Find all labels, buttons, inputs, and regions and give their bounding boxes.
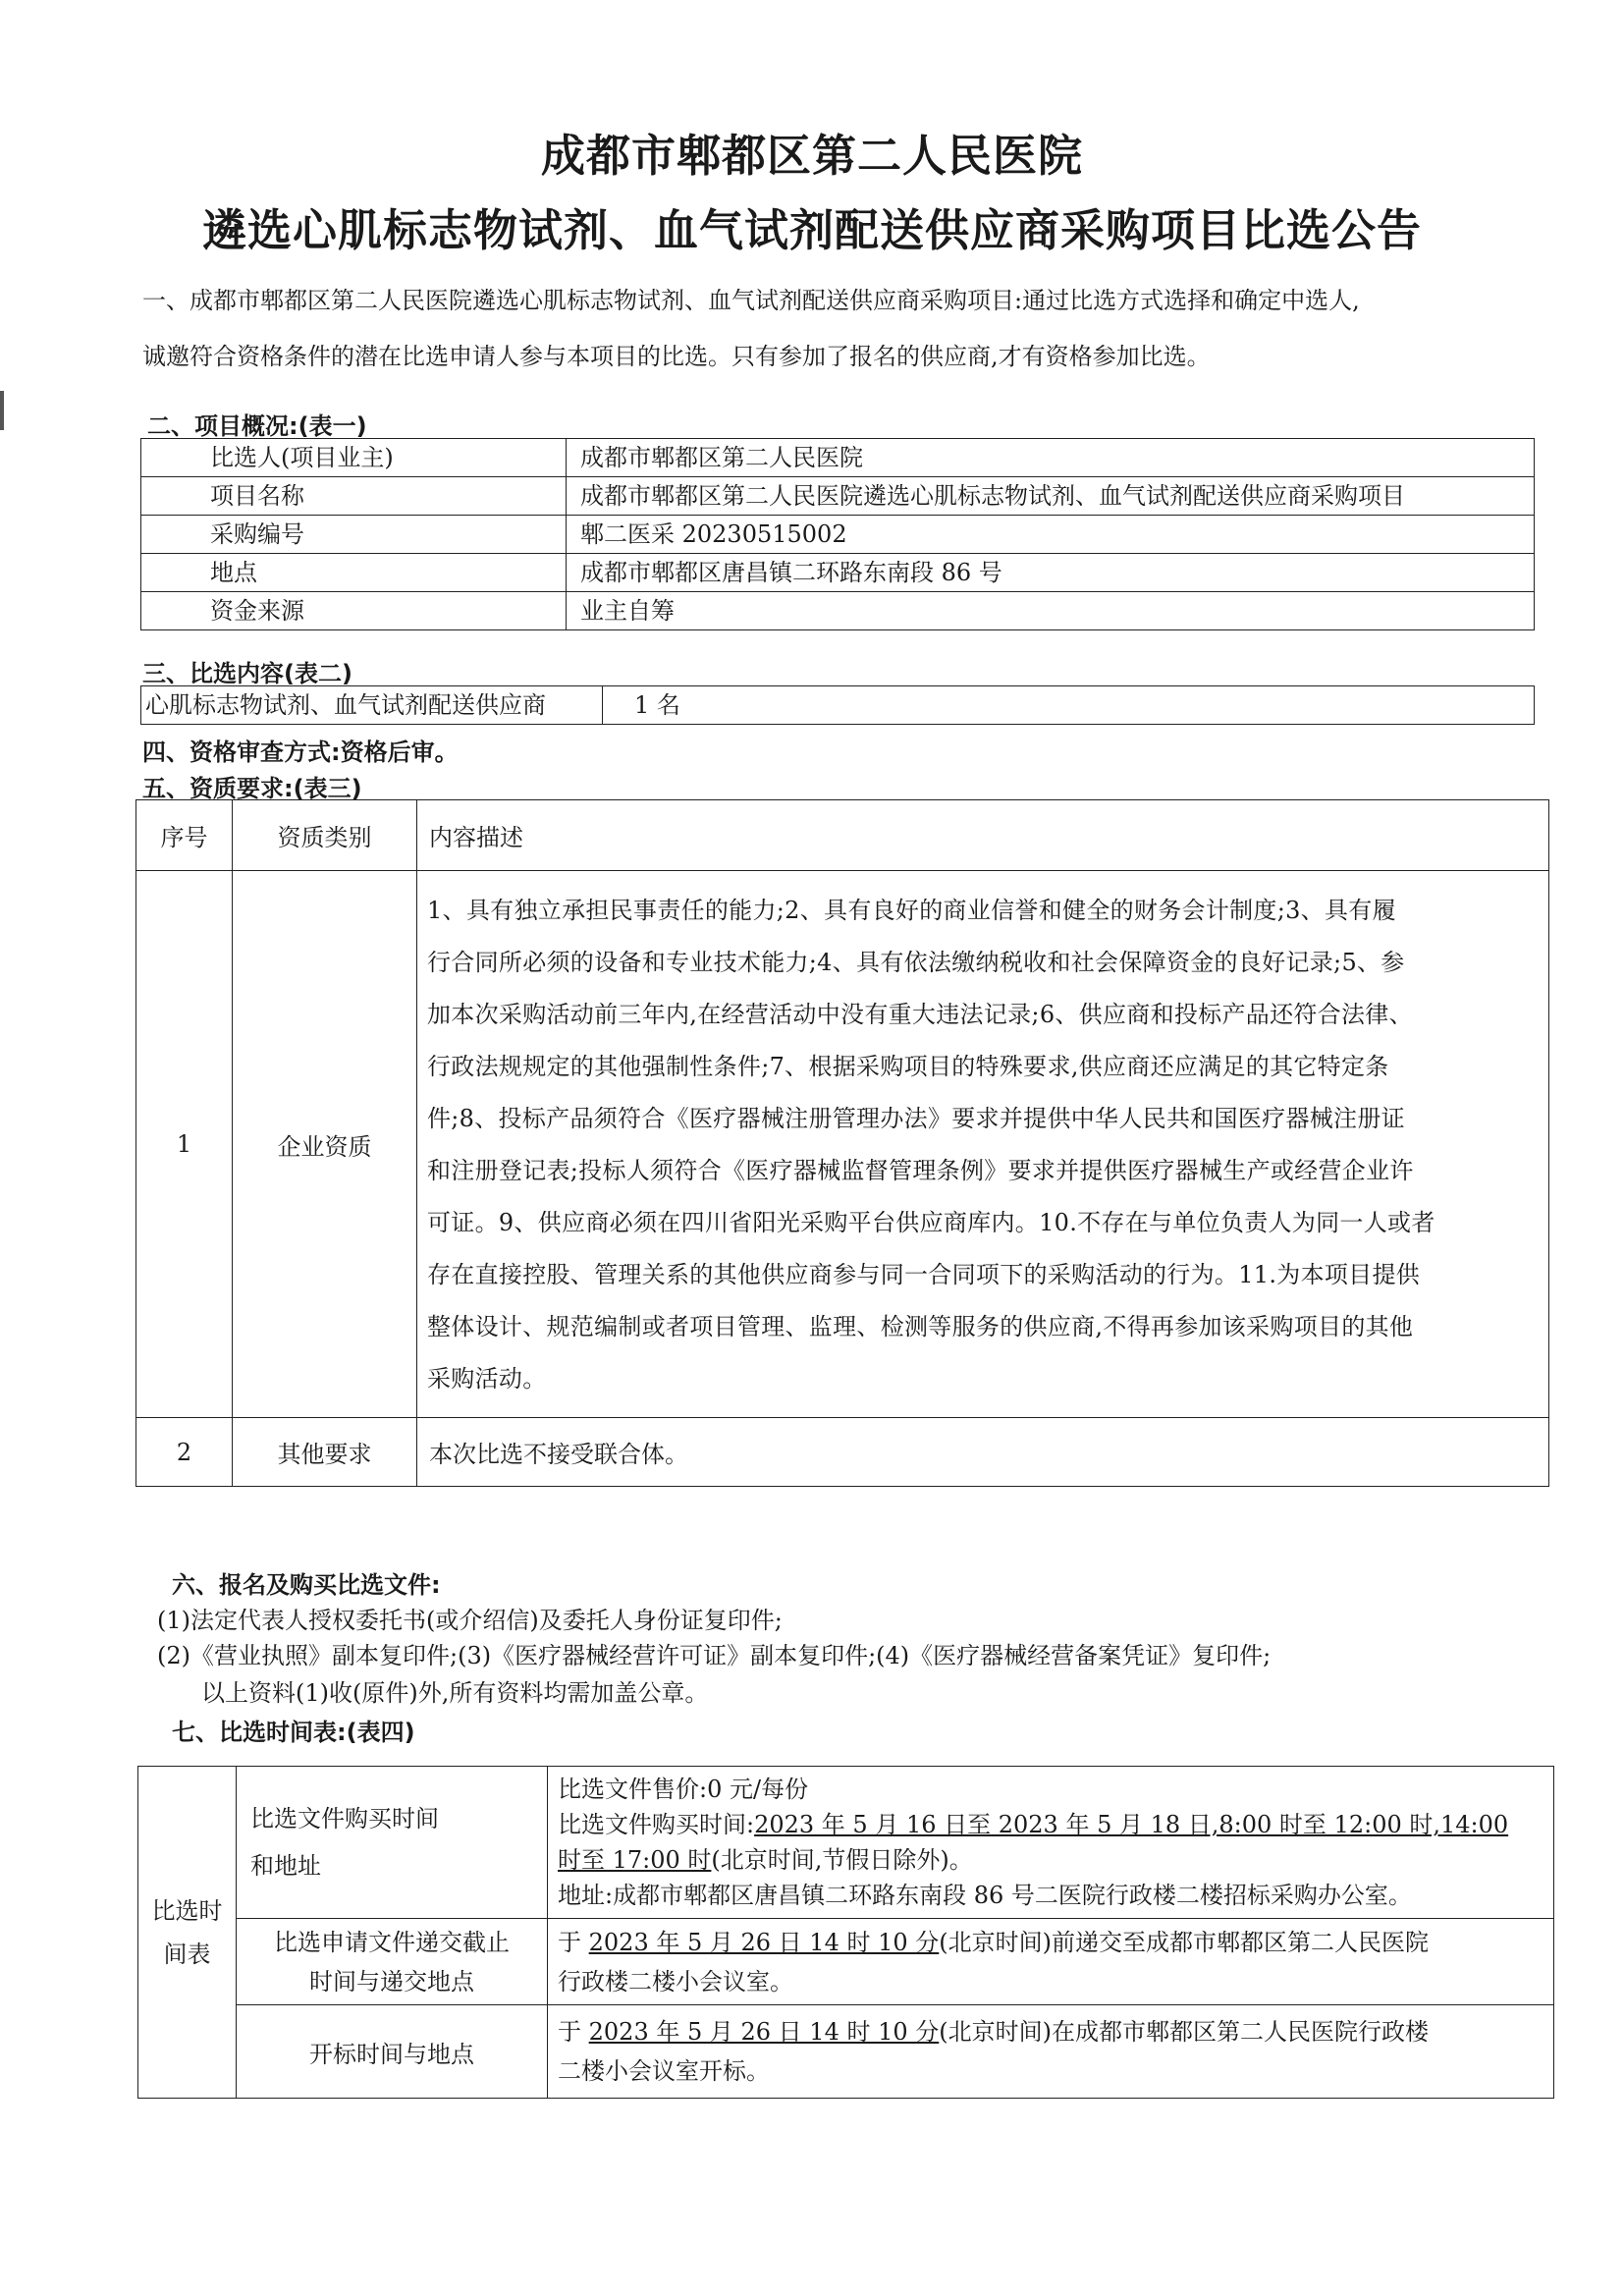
content-item: 心肌标志物试剂、血气试剂配送供应商 [141, 686, 603, 725]
table-row [136, 871, 1549, 1418]
row-label: 地点 [141, 554, 567, 592]
document-title-line1: 成都市郫都区第二人民医院 [540, 130, 1083, 182]
section6-line1: (1)法定代表人授权委托书(或介绍信)及委托人身份证复印件; [157, 1607, 783, 1634]
time-line [558, 1807, 1543, 1842]
deadline-time: 2023 年 5 月 26 日 14 时 10 分 [588, 1928, 940, 1956]
deadline-prefix: 于 [558, 1928, 589, 1956]
header-cell-no: 序号 [136, 800, 233, 871]
deadline-line [558, 1923, 1543, 1962]
selection-content-table [140, 685, 1535, 725]
table-row [141, 477, 1535, 516]
row-label: 项目名称 [141, 477, 567, 516]
deadline-suffix: (北京时间)前递交至成都市郫都区第二人民医院 [939, 1928, 1429, 1956]
section6-line3: 以上资料(1)收(原件)外,所有资料均需加盖公章。 [201, 1679, 709, 1707]
schedule-label [237, 1919, 548, 2005]
table-header-row [136, 800, 1549, 871]
row-label: 资金来源 [141, 592, 567, 630]
document-title-line2: 遴选心肌标志物试剂、血气试剂配送供应商采购项目比选公告 [201, 204, 1422, 256]
opening-line [558, 2012, 1543, 2051]
time-prefix: 比选文件购买时间: [558, 1811, 755, 1838]
desc-line: 采购活动。 [427, 1365, 547, 1393]
section2-heading: 二、项目概况:(表一) [147, 412, 367, 440]
intro-line1: 一、成都市郫都区第二人民医院遴选心肌标志物试剂、血气试剂配送供应商采购项目:通过比选方式选择和确定中选人, [142, 287, 1360, 314]
row-category: 其他要求 [233, 1418, 417, 1487]
price-line: 比选文件售价:0 元/每份 [558, 1776, 809, 1803]
section5-heading: 五、资质要求:(表三) [142, 775, 362, 802]
side-label-line: 比选时 [151, 1896, 223, 1925]
row-label: 比选人(项目业主) [141, 439, 567, 477]
section4-heading: 四、资格审查方式:资格后审。 [142, 738, 459, 766]
desc-line: 加本次采购活动前三年内,在经营活动中没有重大违法记录;6、供应商和投标产品还符合法律、 [427, 1001, 1413, 1028]
row-no: 1 [136, 871, 233, 1418]
table-row [138, 1767, 1554, 1919]
schedule-table [137, 1766, 1554, 2099]
deadline-place: 行政楼二楼小会议室。 [558, 1967, 793, 1995]
label-line: 和地址 [250, 1852, 321, 1880]
time-suffix: (北京时间,节假日除外)。 [711, 1846, 973, 1874]
desc-line: 可证。9、供应商必须在四川省阳光采购平台供应商库内。10.不存在与单位负责人为同一人或者 [427, 1209, 1435, 1236]
row-description [417, 871, 1549, 1418]
schedule-content [548, 2005, 1554, 2099]
table-row [138, 1919, 1554, 2005]
row-description: 本次比选不接受联合体。 [417, 1418, 1549, 1487]
table-row [141, 439, 1535, 477]
row-value: 业主自筹 [567, 592, 1535, 630]
header-cell-description: 内容描述 [417, 800, 1549, 871]
row-value: 成都市郫都区第二人民医院遴选心肌标志物试剂、血气试剂配送供应商采购项目 [567, 477, 1535, 516]
row-no: 2 [136, 1418, 233, 1487]
side-label-line: 间表 [163, 1940, 211, 1968]
desc-line: 件;8、投标产品须符合《医疗器械注册管理办法》要求并提供中华人民共和国医疗器械注册证 [427, 1105, 1405, 1132]
row-label: 采购编号 [141, 516, 567, 554]
table-row [136, 1418, 1549, 1487]
row-value: 成都市郫都区第二人民医院 [567, 439, 1535, 477]
desc-line: 行政法规规定的其他强制性条件;7、根据采购项目的特殊要求,供应商还应满足的其它特定条 [427, 1053, 1389, 1080]
schedule-side-label [138, 1767, 237, 2099]
table-row [141, 686, 1535, 725]
desc-line: 存在直接控股、管理关系的其他供应商参与同一合同项下的采购活动的行为。11.为本项目提供 [427, 1261, 1421, 1288]
table-row [138, 2005, 1554, 2099]
content-count: 1 名 [603, 686, 1535, 725]
time-range-end: 时至 17:00 时 [558, 1846, 712, 1874]
opening-suffix: (北京时间)在成都市郫都区第二人民医院行政楼 [939, 2018, 1429, 2046]
schedule-content [548, 1767, 1554, 1919]
label-line: 比选文件购买时间 [250, 1805, 439, 1832]
address-line: 地址:成都市郫都区唐昌镇二环路东南段 86 号二医院行政楼二楼招标采购办公室。 [558, 1882, 1412, 1909]
row-category: 企业资质 [233, 871, 417, 1418]
section6-line2: (2)《营业执照》副本复印件;(3)《医疗器械经营许可证》副本复印件;(4)《医疗器械经营备案凭证》复印件; [157, 1642, 1272, 1669]
project-overview-table [140, 438, 1535, 630]
label-line: 比选申请文件递交截止 [274, 1928, 510, 1956]
table-row [141, 516, 1535, 554]
row-value: 郫二医采 20230515002 [567, 516, 1535, 554]
time-range: 2023 年 5 月 16 日至 2023 年 5 月 18 日,8:00 时至 12:00 时,14:00 [754, 1811, 1509, 1838]
table-row [141, 592, 1535, 630]
scan-edge-mark [0, 391, 4, 430]
time-line [558, 1842, 1543, 1878]
table-row [141, 554, 1535, 592]
desc-line: 和注册登记表;投标人须符合《医疗器械监督管理条例》要求并提供医疗器械生产或经营企业许 [427, 1157, 1414, 1184]
row-value: 成都市郫都区唐昌镇二环路东南段 86 号 [567, 554, 1535, 592]
header-cell-category: 资质类别 [233, 800, 417, 871]
desc-line: 1、具有独立承担民事责任的能力;2、具有良好的商业信誉和健全的财务会计制度;3、具有履 [427, 897, 1396, 924]
opening-time: 2023 年 5 月 26 日 14 时 10 分 [588, 2018, 940, 2046]
schedule-content [548, 1919, 1554, 2005]
section7-heading: 七、比选时间表:(表四) [172, 1719, 415, 1746]
opening-place: 二楼小会议室开标。 [558, 2057, 770, 2085]
label-line: 时间与递交地点 [309, 1967, 474, 1995]
qualification-table [135, 799, 1549, 1487]
schedule-label: 开标时间与地点 [237, 2005, 548, 2099]
section3-heading: 三、比选内容(表二) [142, 660, 352, 687]
desc-line: 整体设计、规范编制或者项目管理、监理、检测等服务的供应商,不得再参加该采购项目的其他 [427, 1313, 1414, 1340]
intro-line2: 诚邀符合资格条件的潜在比选申请人参与本项目的比选。只有参加了报名的供应商,才有资格参加比选。 [142, 343, 1211, 370]
section6-heading: 六、报名及购买比选文件: [172, 1571, 441, 1599]
desc-line: 行合同所必须的设备和专业技术能力;4、具有依法缴纳税收和社会保障资金的良好记录;5、参 [427, 949, 1405, 976]
opening-prefix: 于 [558, 2018, 589, 2046]
schedule-label [237, 1767, 548, 1919]
